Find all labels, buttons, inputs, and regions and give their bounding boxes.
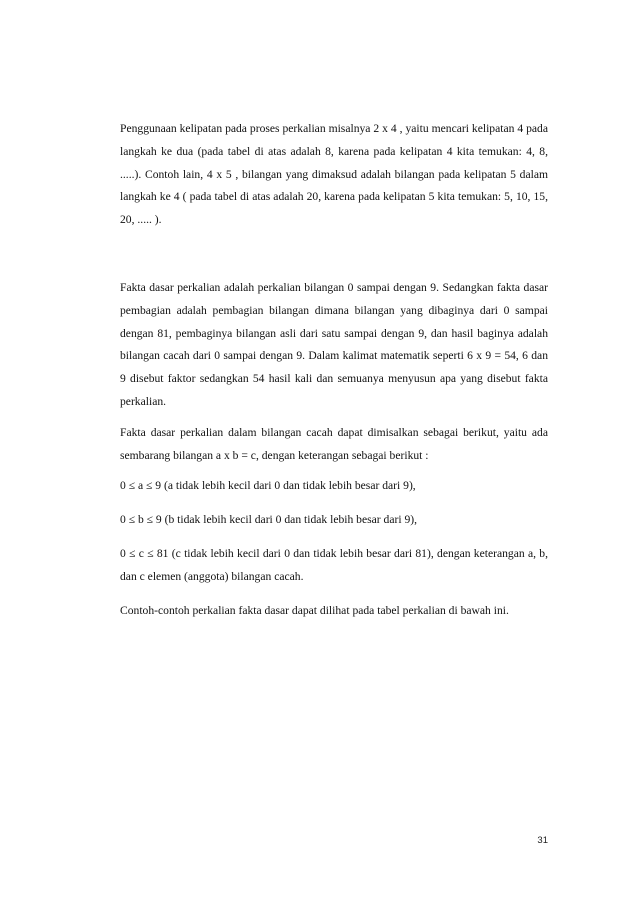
paragraph-bilangan-cacah: Fakta dasar perkalian dalam bilangan cacah dapat dimisalkan sebagai berikut, yaitu ada sembarang bilangan a x b = c, dengan keterangan sebagai berikut :: [120, 425, 548, 462]
condition-a: 0 ≤ a ≤ 9 (a tidak lebih kecil dari 0 dan tidak lebih besar dari 9),: [120, 479, 416, 493]
paragraph-fakta-dasar: Fakta dasar perkalian adalah perkalian bilangan 0 sampai dengan 9. Sedangkan fakta dasar pembagian adalah pembagian bilangan dimana bilangan yang dibaginya dari 0 sampai dengan 81, pembaginya bilangan asli dari satu sampai dengan 9, dan hasil baginya adalah bilangan cacah dari 0 sampai dengan 9. Dalam kalimat matematik seperti 6 x 9 = 54, 6 dan 9 disebut faktor sedangkan 54 hasil kali dan semuanya menyusun apa yang disebut fakta perkalian.: [120, 280, 548, 408]
page-body: [120, 118, 548, 622]
condition-c: 0 ≤ c ≤ 81 (c tidak lebih kecil dari 0 dan tidak lebih besar dari 81), dengan keterangan a, b, dan c elemen (anggota) bilangan cacah.: [120, 546, 548, 583]
paragraph-contoh: Contoh-contoh perkalian fakta dasar dapat dilihat pada tabel perkalian di bawah ini.: [120, 603, 509, 617]
paragraph-kelipatan: Penggunaan kelipatan pada proses perkalian misalnya 2 x 4 , yaitu mencari kelipatan 4 pada langkah ke dua (pada tabel di atas adalah 8, karena pada kelipatan 4 kita temukan: 4, 8, .....). Contoh lain, 4 x 5 , bilangan yang dimaksud adalah bilangan pada kelipatan 5 dalam langkah ke 4 ( pada tabel di atas adalah 20, karena pada kelipatan 5 kita temukan: 5, 10, 15, 20, ..... ).: [120, 122, 548, 227]
page-number: 31: [537, 835, 548, 846]
condition-b: 0 ≤ b ≤ 9 (b tidak lebih kecil dari 0 dan tidak lebih besar dari 9),: [120, 513, 418, 527]
